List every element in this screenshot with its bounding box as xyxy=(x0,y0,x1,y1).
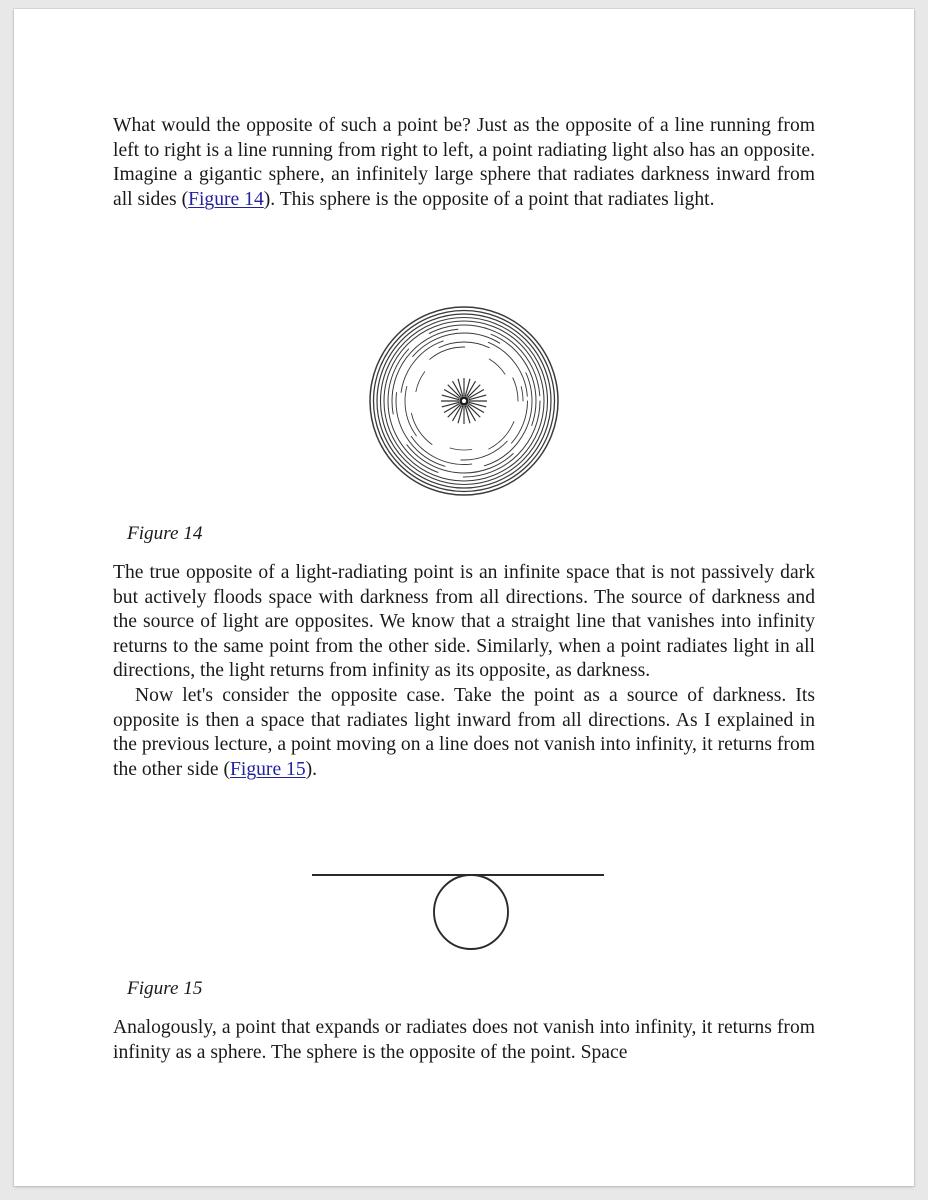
figure-15-block xyxy=(113,854,815,964)
figure-14-block xyxy=(113,296,815,506)
figure-14-illustration xyxy=(359,296,569,506)
figure-15-caption: Figure 15 xyxy=(127,978,203,999)
figure-15-illustration xyxy=(304,854,624,964)
document-page xyxy=(14,9,914,1186)
figure-14-center-dot xyxy=(461,398,468,405)
figure-14-caption: Figure 14 xyxy=(127,523,203,544)
paragraph-3-segment-a: Now let's consider the opposite case. Take the point as a source of darkness. Its opposite is then a space that radiates light inward from all directions. As I explained in the previous lecture, a point moving on a line does not vanish into infinity, it returns from the other side ( xyxy=(113,684,815,780)
paragraph-1-segment-a: What would the opposite of such a point be? Just as the opposite of a line running from left to right is a line running from right to left, a point radiating light also has an opposite. Imagine a gigantic sphere, an infinitely large sphere that radiates darkness inward from all sides ( xyxy=(113,115,815,210)
figure-15-caption-block xyxy=(127,977,527,1001)
paragraph-4 xyxy=(113,1016,815,1065)
paragraph-3-segment-b: ). xyxy=(305,758,318,780)
figure-15-link[interactable]: Figure 15 xyxy=(229,758,306,780)
paragraph-1-text xyxy=(113,114,815,212)
figure-15-circle xyxy=(434,875,508,949)
figure-14-caption-block xyxy=(127,522,527,546)
paragraph-4-text: Analogously, a point that expands or radiates does not vanish into infinity, it returns from infinity as a sphere. The sphere is the opposite of the point. Space xyxy=(113,1017,815,1063)
paragraph-2-text: The true opposite of a light-radiating point is an infinite space that is not passively dark but actively floods space with darkness from all directions. The source of darkness and the source of light are opposites. We know that a straight line that vanishes into infinity returns to the same point from the other side. Similarly, when a point radiates light in all directions, the light returns from infinity as its opposite, as darkness. xyxy=(113,562,815,682)
paragraph-1-segment-b: ). This sphere is the opposite of a point that radiates light. xyxy=(263,188,715,210)
figure-14-link[interactable]: Figure 14 xyxy=(188,188,264,210)
paragraph-group-2 xyxy=(113,561,815,782)
paragraph-1 xyxy=(113,114,815,212)
paragraph-3-text xyxy=(113,684,815,782)
figure-14-starburst xyxy=(441,378,487,424)
